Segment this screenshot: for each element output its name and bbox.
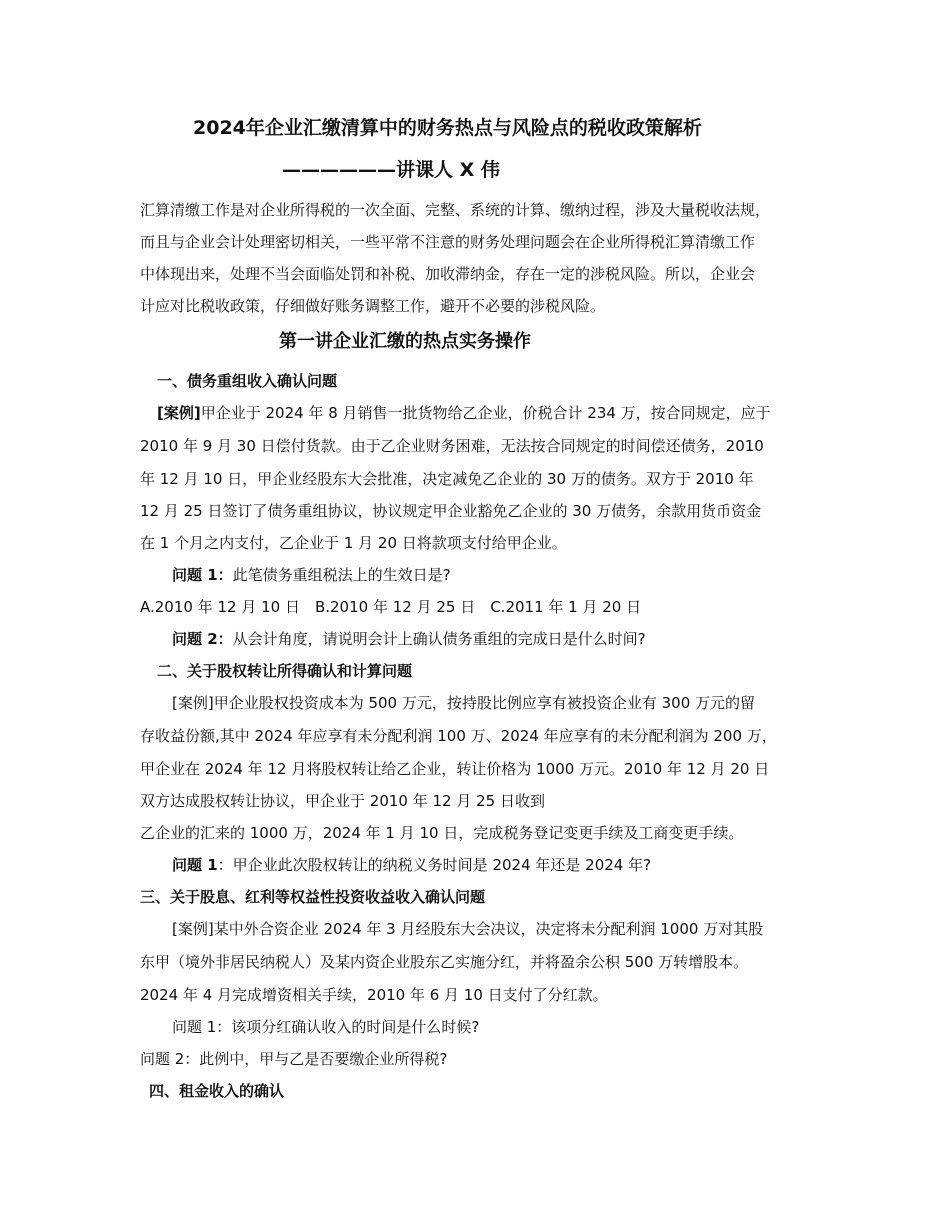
intro-line: 计应对比税收政策，仔细做好账务调整工作，避开不必要的涉税风险。 (140, 297, 606, 315)
question-line: 问题 1：该项分红确认收入的时间是什么时候? (172, 1018, 480, 1036)
case-paragraph-line: [案例]甲企业股权投资成本为 500 万元，按持股比例应享有被投资企业有 300 万元的留 (172, 694, 756, 712)
lecture-heading: 第一讲企业汇缴的热点实务操作 (279, 331, 531, 352)
case-paragraph-line: 乙企业的汇来的 1000 万，2024 年 1 月 10 日，完成税务登记变更手续及工商变更手续。 (140, 824, 744, 842)
question-line (172, 564, 451, 586)
case-text: 甲企业于 2024 年 8 月销售一批货物给乙企业，价税合计 234 万，按合同规定，应于 (200, 404, 771, 422)
section-heading: 四、租金收入的确认 (149, 1082, 285, 1100)
answer-options: A.2010 年 12 月 10 日 B.2010 年 12 月 25 日 C.2011 年 1 月 20 日 (140, 598, 642, 616)
case-paragraph-line: 存收益份额,其中 2024 年应享有未分配利润 100 万、2024 年应享有的未分配利润为 200 万， (140, 727, 777, 745)
case-paragraph-line: 2024 年 4 月完成增资相关手续，2010 年 6 月 10 日支付了分红款。 (140, 986, 608, 1004)
question-label: 问题 1 (172, 856, 218, 874)
case-paragraph-line: 在 1 个月之内支付，乙企业于 1 月 20 日将款项支付给甲企业。 (140, 534, 567, 552)
case-paragraph-line: 甲企业在 2024 年 12 月将股权转让给乙企业，转让价格为 1000 万元。2010 年 12 月 20 日 (140, 760, 770, 778)
case-paragraph-line (157, 402, 771, 424)
speaker-line: ——————讲课人 X 伟 (282, 159, 500, 181)
question-label: 问题 2： (172, 630, 233, 648)
intro-line: 汇算清缴工作是对企业所得税的一次全面、完整、系统的计算、缴纳过程，涉及大量税收法规， (140, 201, 771, 219)
question-label: 问题 1： (172, 566, 233, 584)
case-paragraph-line: 12 月 25 日签订了债务重组协议，协议规定甲企业豁免乙企业的 30 万债务，余款用货币资金 (140, 502, 762, 520)
intro-line: 中体现出来，处理不当会面临处罚和补税、加收滞纳金，存在一定的涉税风险。所以，企业会 (140, 265, 756, 283)
question-line (172, 628, 646, 650)
document-title: 2024年企业汇缴清算中的财务热点与风险点的税收政策解析 (193, 117, 702, 139)
question-line (172, 854, 651, 876)
question-text: 此笔债务重组税法上的生效日是? (232, 566, 451, 584)
section-heading: 二、关于股权转让所得确认和计算问题 (157, 662, 413, 680)
section-heading: 一、债务重组收入确认问题 (157, 372, 338, 390)
intro-line: 而且与企业会计处理密切相关，一些平常不注意的财务处理问题会在企业所得税汇算清缴工作 (140, 233, 756, 251)
case-paragraph-line: 年 12 月 10 日，甲企业经股东大会批准，决定减免乙企业的 30 万的债务。双方于 2010 年 (140, 470, 754, 488)
question-text: 从会计角度，请说明会计上确认债务重组的完成日是什么时间? (232, 630, 646, 648)
question-line: 问题 2：此例中，甲与乙是否要缴企业所得税? (140, 1050, 448, 1068)
question-text: ：甲企业此次股权转让的纳税义务时间是 2024 年还是 2024 年? (217, 856, 652, 874)
case-paragraph-line: 东甲（境外非居民纳税人）及某内资企业股东乙实施分红，并将盈余公积 500 万转增股本。 (140, 953, 749, 971)
section-heading: 三、关于股息、红利等权益性投资收益收入确认问题 (140, 888, 486, 906)
case-paragraph-line: [案例]某中外合资企业 2024 年 3 月经股东大会决议，决定将未分配利润 1000 万对其股 (172, 920, 764, 938)
case-paragraph-line: 2010 年 9 月 30 日偿付货款。由于乙企业财务困难，无法按合同规定的时间偿还债务，2010 (140, 437, 764, 455)
case-label: [案例] (157, 404, 201, 422)
case-paragraph-line: 双方达成股权转让协议，甲企业于 2010 年 12 月 25 日收到 (140, 792, 545, 810)
